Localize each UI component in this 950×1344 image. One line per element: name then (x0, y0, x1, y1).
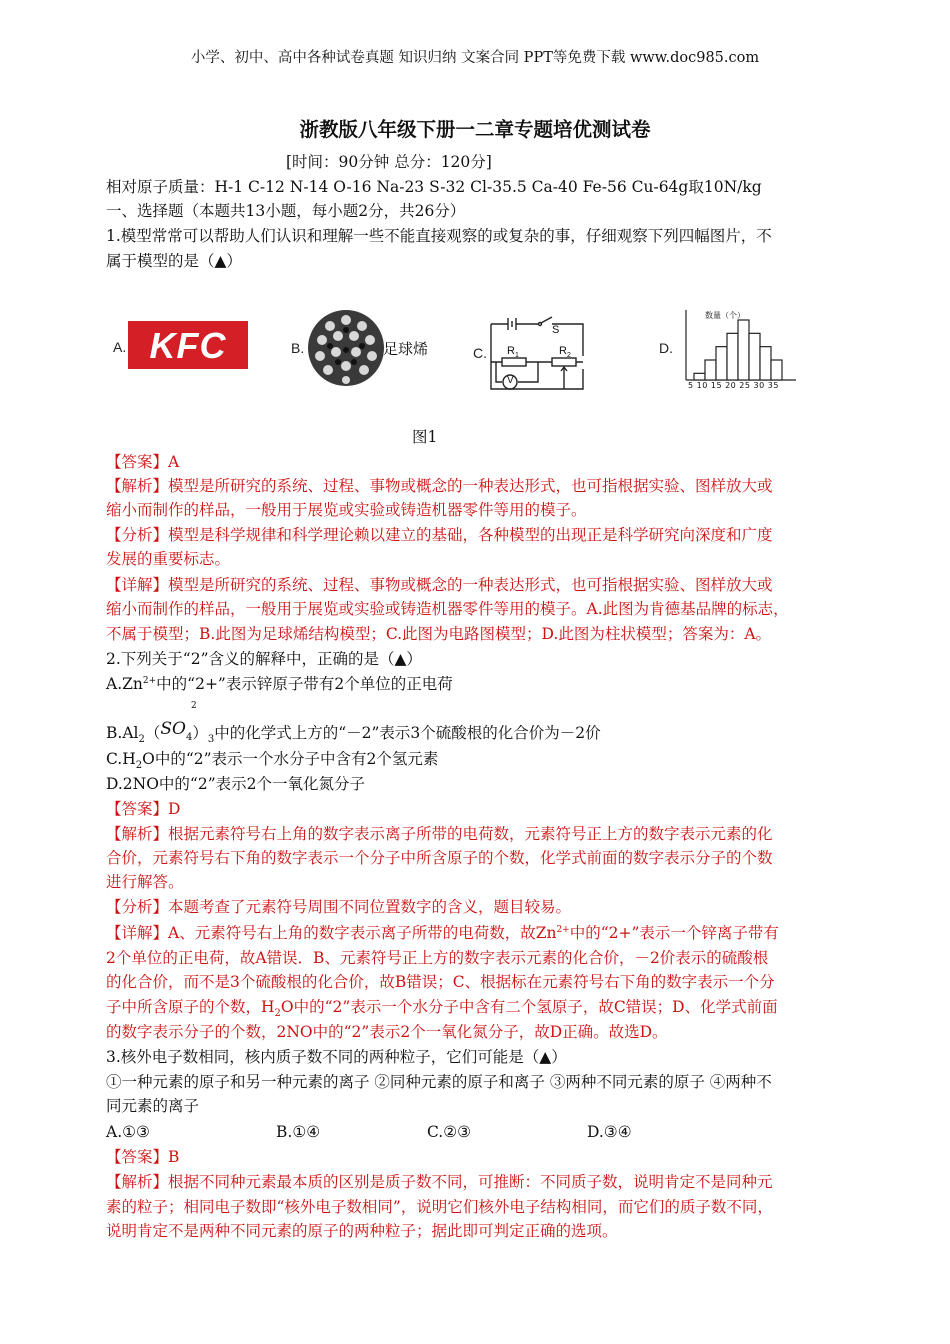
histogram-bar (738, 320, 749, 380)
q1-answer: 【答案】A (106, 453, 180, 471)
atomic-mass: 相对原子质量：H-1 C-12 N-14 O-16 Na-23 S-32 Cl-35.5 Ca-40 Fe-56 Cu-64g取10N/kg (106, 178, 762, 196)
q3-items-2: 同元素的离子 (106, 1097, 200, 1115)
r1-label: $R_1$ (507, 345, 519, 360)
q1-xiangjie-3: 不属于模型；B.此图为足球烯结构模型；C.此图为电路图模型；D.此图为柱状模型；答案为：A。 (106, 625, 772, 643)
q2-fenxi: 【分析】本题考查了元素符号周围不同位置数字的含义，题目较易。 (106, 898, 572, 916)
section-heading: 一、选择题（本题共13小题，每小题2分，共26分） (106, 202, 466, 220)
q2-b-valence: 2 (191, 701, 197, 711)
q2-jiexi-3: 进行解答。 (106, 873, 184, 891)
histogram-bar (727, 333, 738, 380)
q2-jiexi-2: 合价，元素符号右下角的数字表示一个分子中所含原子的个数，化学式前面的数字表示分子的个数 (106, 849, 773, 867)
fullerene-label: 足球烯 (383, 340, 429, 358)
q3-option-b: B.①④ (276, 1123, 321, 1141)
fullerene-model (306, 308, 386, 388)
histogram-bar (716, 347, 727, 380)
q2-answer: 【答案】D (106, 800, 181, 818)
voltmeter-label: V (507, 375, 514, 386)
q1-xiangjie-1: 【详解】模型是所研究的系统、过程、事物或概念的一种表达形式，也可指根据实验、图样放大或 (106, 576, 773, 594)
histogram-bar (760, 347, 771, 380)
q1-stem-2: 属于模型的是（▲） (106, 252, 242, 270)
q3-answer: 【答案】B (106, 1148, 180, 1166)
q2-xiangjie-1: 【详解】A、元素符号右上角的数字表示离子所带的电荷数，故$Zn^{2+}$中的“2+”表示一个锌离子带有 (106, 924, 779, 942)
q1-jiexi-2: 缩小而制作的样品，一般用于展览或实验或铸造机器零件等用的模子。 (106, 501, 587, 519)
q3-jiexi-1: 【解析】根据不同种元素最本质的区别是质子数不同，可推断：不同质子数，说明肯定不是同种元 (106, 1173, 773, 1191)
q3-option-d: D.③④ (587, 1123, 632, 1141)
figure-caption: 图1 (412, 428, 438, 446)
q3-option-a: A.①③ (106, 1123, 150, 1141)
q2-xiangjie-5: 的数字表示分子的个数，2NO中的“2”表示2个一氧化氮分子，故D正确。故选D。 (106, 1023, 668, 1041)
q3-jiexi-3: 说明肯定不是两种不同元素的原子的两种粒子；据此即可判定正确的选项。 (106, 1222, 618, 1240)
switch-label: S (552, 324, 560, 336)
q3-option-c: C.②③ (427, 1123, 472, 1141)
q1-xiangjie-2: 缩小而制作的样品，一般用于展览或实验或铸造机器零件等用的模子。A.此图为肯德基品牌的标志， (106, 600, 789, 618)
histogram-bar (749, 333, 760, 380)
page-title: 浙教版八年级下册一二章专题培优测试卷 (299, 118, 651, 141)
histogram-x-ticks: 5 10 15 20 25 30 35 (688, 381, 779, 390)
q2-option-b: $B.Al_2(SO_4)_3$中的化学式上方的“－2”表示3个硫酸根的化合价为－2价 (106, 719, 601, 746)
q3-options (106, 1121, 632, 1143)
histogram-y-title: 数量（个） (705, 311, 745, 320)
kfc-logo-text: KFC (149, 325, 227, 366)
histogram-bar (705, 360, 716, 380)
q2-option-c: $C.H_2O$中的“2”表示一个水分子中含有2个氢元素 (106, 750, 439, 772)
fig-b-label: B. (291, 340, 305, 356)
q2-stem: 2.下列关于“2”含义的解释中，正确的是（▲） (106, 650, 422, 668)
q2-jiexi-1: 【解析】根据元素符号右上角的数字表示离子所带的电荷数，元素符号正上方的数字表示元素的化 (106, 825, 773, 843)
fig-d-label: D. (659, 340, 673, 356)
fig-c-label: C. (473, 345, 487, 361)
kfc-logo (128, 321, 248, 369)
q3-items-1: ①一种元素的原子和另一种元素的离子 ②同种元素的原子和离子 ③两种不同元素的原子 ④两种不 (106, 1073, 772, 1091)
circuit-diagram (486, 314, 588, 394)
q1-stem-1: 1.模型常常可以帮助人们认识和理解一些不能直接观察的或复杂的事，仔细观察下列四幅图片，不 (106, 227, 772, 245)
site-header: 小学、初中、高中各种试卷真题 知识归纳 文案合同 PPT等免费下载 www.doc985.com (190, 50, 760, 66)
q2-option-d: D.2NO中的“2”表示2个一氧化氮分子 (106, 775, 366, 793)
fig-a-label: A. (113, 339, 127, 355)
q1-fenxi-2: 发展的重要标志。 (106, 550, 231, 568)
q1-jiexi-1: 【解析】模型是所研究的系统、过程、事物或概念的一种表达形式，也可指根据实验、图样放大或 (106, 477, 773, 495)
histogram-bar (771, 360, 782, 380)
q1-fenxi-1: 【分析】模型是科学规律和科学理论赖以建立的基础，各种模型的出现正是科学研究向深度和广度 (106, 526, 773, 544)
r2-label: $R_2$ (559, 345, 571, 360)
q2-xiangjie-3: 的化合价，而不是3个硫酸根的化合价，故B错误；C、根据标在元素符号右下角的数字表示一个分 (106, 973, 775, 991)
time-info: [时间：90分钟 总分：120分] (286, 153, 492, 171)
q2-xiangjie-4: 子中所含原子的个数，$H_2O$中的“2”表示一个水分子中含有二个氢原子，故C错误；D、化学式前面 (106, 998, 778, 1020)
histogram-bar (694, 373, 705, 380)
q2-option-a: $A.Zn^{2+}$中的“2+”表示锌原子带有2个单位的正电荷 (106, 675, 453, 693)
q3-stem: 3.核外电子数相同，核内质子数不同的两种粒子，它们可能是（▲） (106, 1048, 567, 1066)
q2-xiangjie-2: 2个单位的正电荷，故A错误．B、元素符号正上方的数字表示元素的化合价，－2价表示的硫酸根 (106, 949, 769, 967)
q3-jiexi-2: 素的粒子；相同电子数即“核外电子数相同”，说明它们核外电子结构相同，而它们的质子数不同， (106, 1198, 773, 1216)
